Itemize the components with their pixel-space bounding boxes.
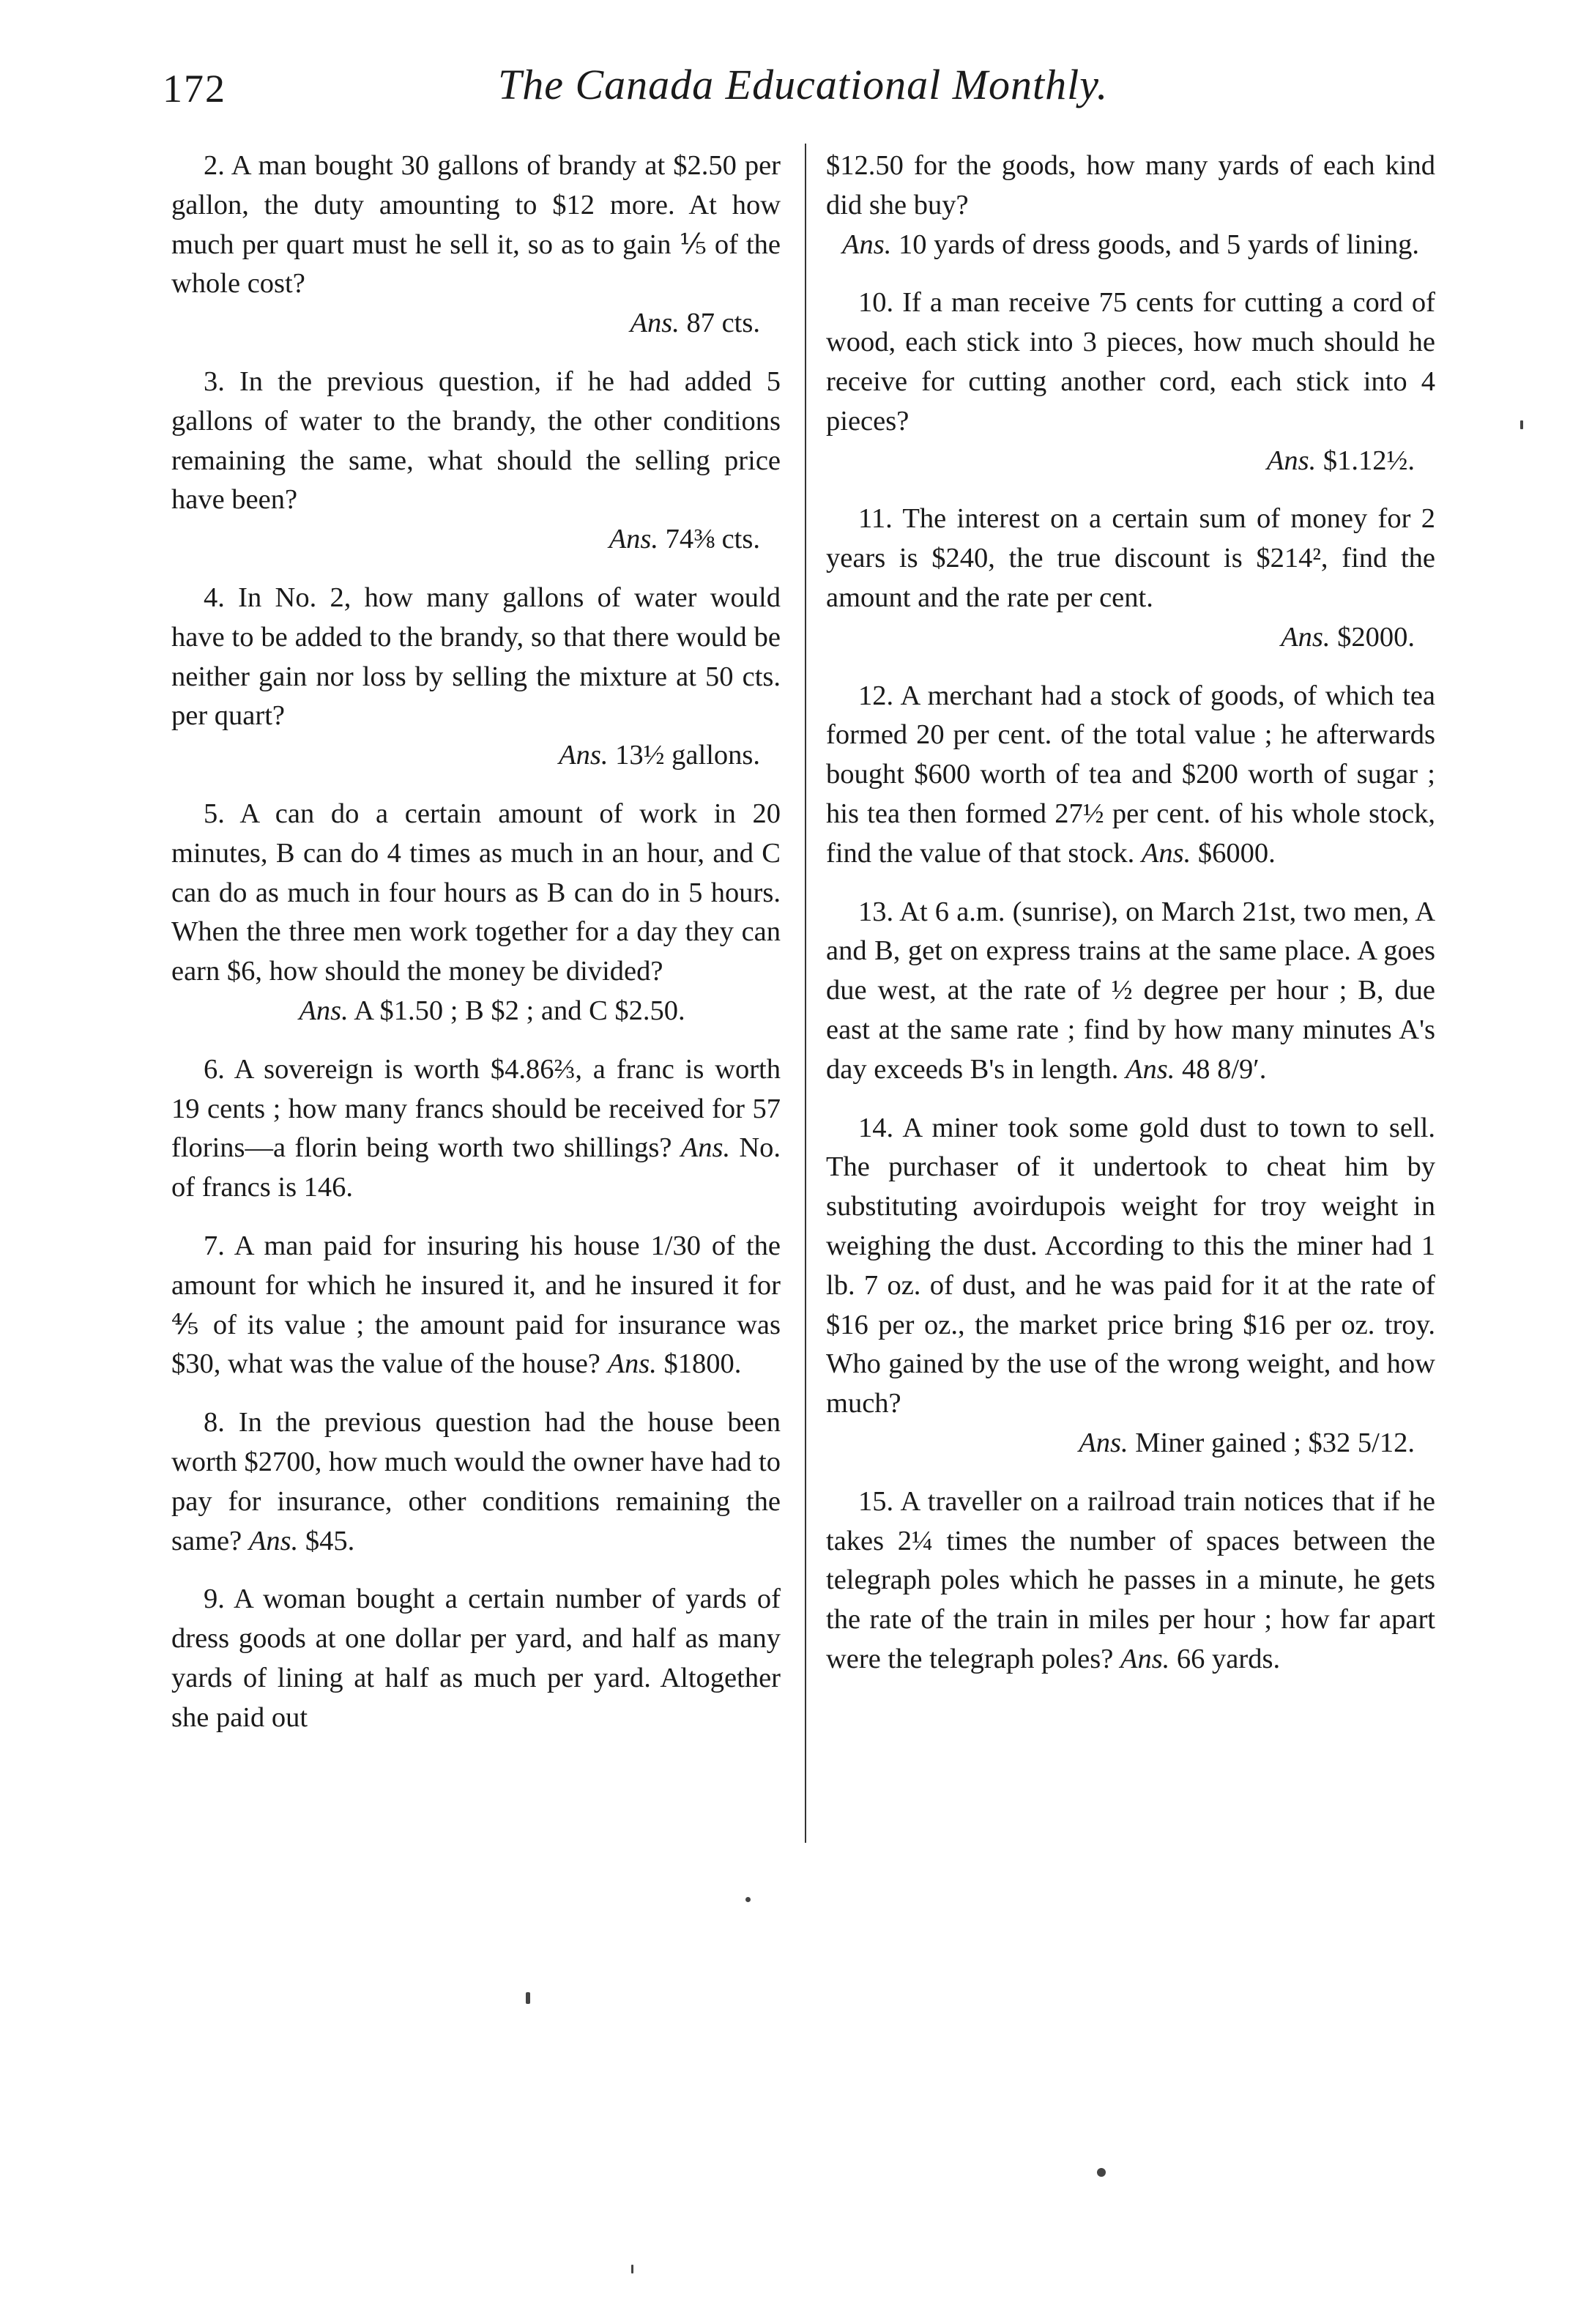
problem-10: 10. If a man receive 75 cents for cutting a cord of wood, each stick into 3 pieces, how much should he receive for cutting another cord, each stick into 4 pieces? Ans. $1.12½. [826, 283, 1435, 480]
problem-2: 2. A man bought 30 gallons of brandy at $2.50 per gallon, the duty amounting to $12 more. At how much per quart must he sell it, so as to gain ⅕ of the whole cost? Ans. 87 cts. [171, 146, 781, 344]
answer-2: Ans. 87 cts. [630, 308, 760, 339]
right-column [826, 146, 1435, 1699]
answer-label-15: Ans. [1120, 1643, 1170, 1674]
problem-11: 11. The interest on a certain sum of money for 2 years is $240, the true discount is $214², find the amount and the rate per cent. Ans. $2000. [826, 500, 1435, 657]
answer-13: 48 8/9′. [1181, 1053, 1267, 1085]
scan-speck [1097, 2168, 1106, 2177]
problem-5: 5. A can do a certain amount of work in 20 minutes, B can do 4 times as much in an hour, and C can do as much in four hours as B can do in 5 hours. When the three men work together for a day they can earn $6, how should the money be divided? Ans. A $1.50 ; B $2 ; and C $2.50. [171, 795, 781, 1031]
answer-3: Ans. 74⅜ cts. [609, 524, 760, 555]
problem-12: 12. A merchant had a stock of goods, of which tea formed 20 per cent. of the total value ; he afterwards bought $600 worth of tea and $200 worth of sugar ; his tea then formed 27½ per cent. of his whole stock, find the value of that stock. Ans. $6000. [826, 680, 1435, 869]
problem-15: 15. A traveller on a railroad train notices that if he takes 2¼ times the number of spaces between the telegraph poles which he passes in a minute, he gets the rate of the train in miles per hour ; how far apart were the telegraph poles? Ans. 66 yards. [826, 1485, 1435, 1674]
problem-14: 14. A miner took some gold dust to town to sell. The purchaser of it undertook to cheat him by substituting avoirdupois weight for troy weight in weighing the dust. According to this the miner had 1 lb. 7 oz. of dust, and he was paid for it at the rate of $16 per oz., the market price bring $16 per oz. troy. Who gained by the use of the wrong weight, and how much? Ans. Miner gained ; $32 5/12. [826, 1109, 1435, 1463]
problem-9: 9. A woman bought a certain number of yards of dress goods at one dollar per yard, and half as many yards of lining at half as much per yard. Altogether she paid out [171, 1584, 781, 1733]
problem-13: 13. At 6 a.m. (sunrise), on March 21st, two men, A and B, get on express trains at the same place. A goes due west, at the rate of ½ degree per hour ; B, due east at the same rate ; find by how many minutes A's day exceeds B's in length. Ans. 48 8/9′. [826, 896, 1435, 1085]
answer-8: $45. [305, 1525, 355, 1556]
answer-4: Ans. 13½ gallons. [559, 740, 760, 771]
problem-4: 4. In No. 2, how many gallons of water would have to be added to the brandy, so that there would be neither gain nor loss by selling the mixture at 50 cts. per quart? Ans. 13½ gallons. [171, 579, 781, 776]
answer-label-12: Ans. [1141, 837, 1191, 869]
problem-7: 7. A man paid for insuring his house 1/30 of the amount for which he insured it, and he insured it for ⅘ of its value ; the amount paid for insurance was $30, what was the value of the house? Ans. $1800. [171, 1230, 781, 1380]
problem-8: 8. In the previous question had the house been worth $2700, how much would the owner have had to pay for insurance, other conditions remaining the same? Ans. $45. [171, 1407, 781, 1556]
column-divider [805, 144, 806, 1843]
answer-label-13: Ans. [1125, 1053, 1175, 1085]
answer-10: Ans. $1.12½. [1266, 445, 1415, 476]
answer-11: Ans. $2000. [1281, 621, 1415, 653]
answer-7: $1800. [663, 1348, 742, 1380]
answer-label-8: Ans. [248, 1525, 299, 1556]
problem-9-continued: $12.50 for the goods, how many yards of each kind did she buy? Ans. 10 yards of dress goods, and 5 yards of lining. [826, 146, 1435, 264]
answer-12: $6000. [1197, 837, 1276, 869]
problem-3: 3. In the previous question, if he had added 5 gallons of water to the brandy, the other conditions remaining the same, what should the selling price have been? Ans. 74⅜ cts. [171, 363, 781, 560]
scan-speck [631, 2265, 633, 2273]
scan-speck [1520, 420, 1523, 429]
answer-15: 66 yards. [1176, 1643, 1281, 1674]
answer-5: Ans. A $1.50 ; B $2 ; and C $2.50. [299, 995, 685, 1026]
page-number: 172 [163, 67, 226, 111]
answer-label-7: Ans. [607, 1348, 657, 1380]
left-column [171, 146, 781, 1756]
answer-9: Ans. 10 yards of dress goods, and 5 yards of lining. [841, 229, 1420, 260]
problem-6: 6. A sovereign is worth $4.86⅔, a franc is worth 19 cents ; how many francs should be received for 57 florins—a florin being worth two shillings? Ans. No. of francs is 146. [171, 1053, 781, 1203]
scan-speck [526, 1992, 530, 2004]
answer-6: No. of francs is 146. [171, 1132, 781, 1203]
scan-speck [745, 1897, 751, 1902]
answer-14: Ans. Miner gained ; $32 5/12. [1079, 1427, 1415, 1458]
running-head: The Canada Educational Monthly. [498, 61, 1109, 108]
answer-label-6: Ans. [680, 1132, 731, 1164]
